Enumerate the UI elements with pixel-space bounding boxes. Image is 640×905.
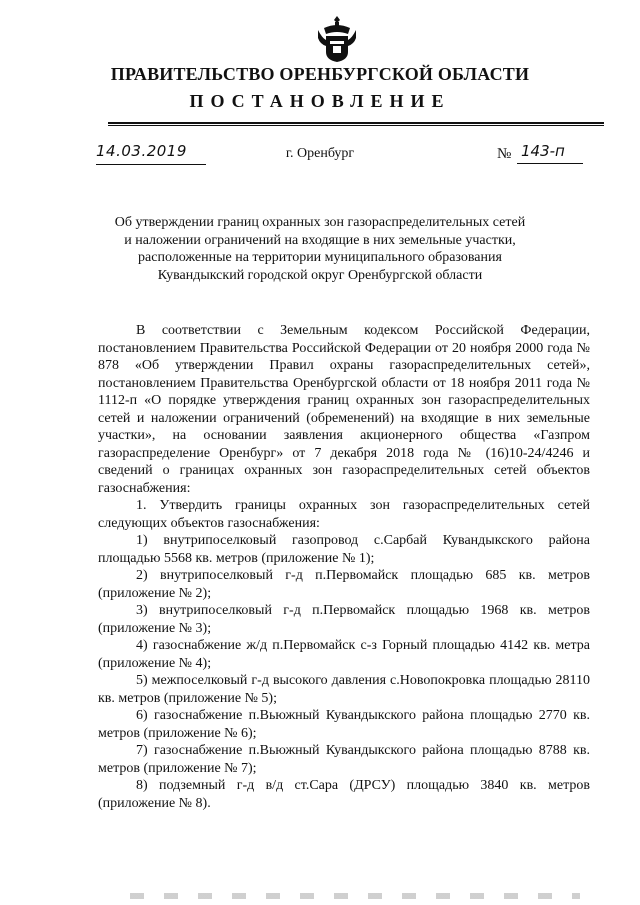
list-item: 7) газоснабжение п.Вьюжный Кувандыкского района площадью 8788 кв. метров (приложение № 7); bbox=[98, 743, 590, 776]
list-item: 1) внутрипоселковый газопровод с.Сарбай Кувандыкского района площадью 5568 кв. метров (приложение № 1); bbox=[98, 533, 590, 566]
title-line: расположенные на территории муниципального образования bbox=[138, 250, 502, 265]
scan-edge-artifact bbox=[130, 893, 580, 899]
title-line: Об утверждении границ охранных зон газораспределительных сетей bbox=[114, 215, 526, 230]
decree-number-label: № bbox=[497, 146, 512, 162]
decree-date: 14.03.2019 bbox=[96, 142, 206, 165]
preamble-paragraph: В соответствии с Земельным кодексом Российской Федерации, постановлением Правительства Российской Федерации от 20 ноября 2000 года № 878 «Об утверждении Правил охраны газораспределительных сетей», постановлением Правительства Оренбургской области от 18 ноября 2011 года № 1112-п «О порядке утверждения границ охранных зон газораспределительных сетей и наложении ограничений (обременений) на входящие в них земельные участки», на основании заявления акционерного общества «Газпром газораспределение Оренбург» от 7 декабря 2018 года № (16)10-24/4246 и сведений о границах охранных зон газораспределительных сетей объектов газоснабжения: bbox=[98, 323, 590, 496]
list-item: 3) внутрипоселковый г-д п.Первомайск площадью 1968 кв. метров (приложение № 3); bbox=[98, 603, 590, 636]
document-type-title: ПОСТАНОВЛЕНИЕ bbox=[189, 91, 451, 111]
list-item: 4) газоснабжение ж/д п.Первомайск с-з Горный площадью 4142 кв. метра (приложение № 4); bbox=[98, 638, 590, 671]
header-divider-thick bbox=[108, 122, 604, 124]
list-item: 8) подземный г-д в/д ст.Сара (ДРСУ) площадью 3840 кв. метров (приложение № 8). bbox=[98, 778, 590, 811]
decree-city: г. Оренбург bbox=[285, 146, 355, 161]
list-item: 5) межпоселковый г-д высокого давления с.Новопокровка площадью 28110 кв. метров (приложение № 5); bbox=[98, 673, 590, 706]
title-line: Кувандыкский городской округ Оренбургской области bbox=[157, 267, 483, 283]
decree-title bbox=[90, 214, 550, 284]
header-divider-thin bbox=[108, 125, 604, 126]
point-1-paragraph: 1. Утвердить границы охранных зон газораспределительных сетей следующих объектов газоснабжения: bbox=[98, 498, 590, 531]
coat-of-arms-emblem bbox=[316, 14, 358, 64]
title-line: и наложении ограничений на входящие в них земельные участки, bbox=[124, 232, 516, 248]
decree-number: 143-п bbox=[517, 142, 583, 164]
decree-body bbox=[98, 322, 590, 812]
list-item: 6) газоснабжение п.Вьюжный Кувандыкского района площадью 2770 кв. метров (приложение № 6); bbox=[98, 708, 590, 741]
government-title: ПРАВИТЕЛЬСТВО ОРЕНБУРГСКОЙ ОБЛАСТИ bbox=[110, 64, 530, 84]
list-item: 2) внутрипоселковый г-д п.Первомайск площадью 685 кв. метров (приложение № 2); bbox=[98, 568, 590, 601]
